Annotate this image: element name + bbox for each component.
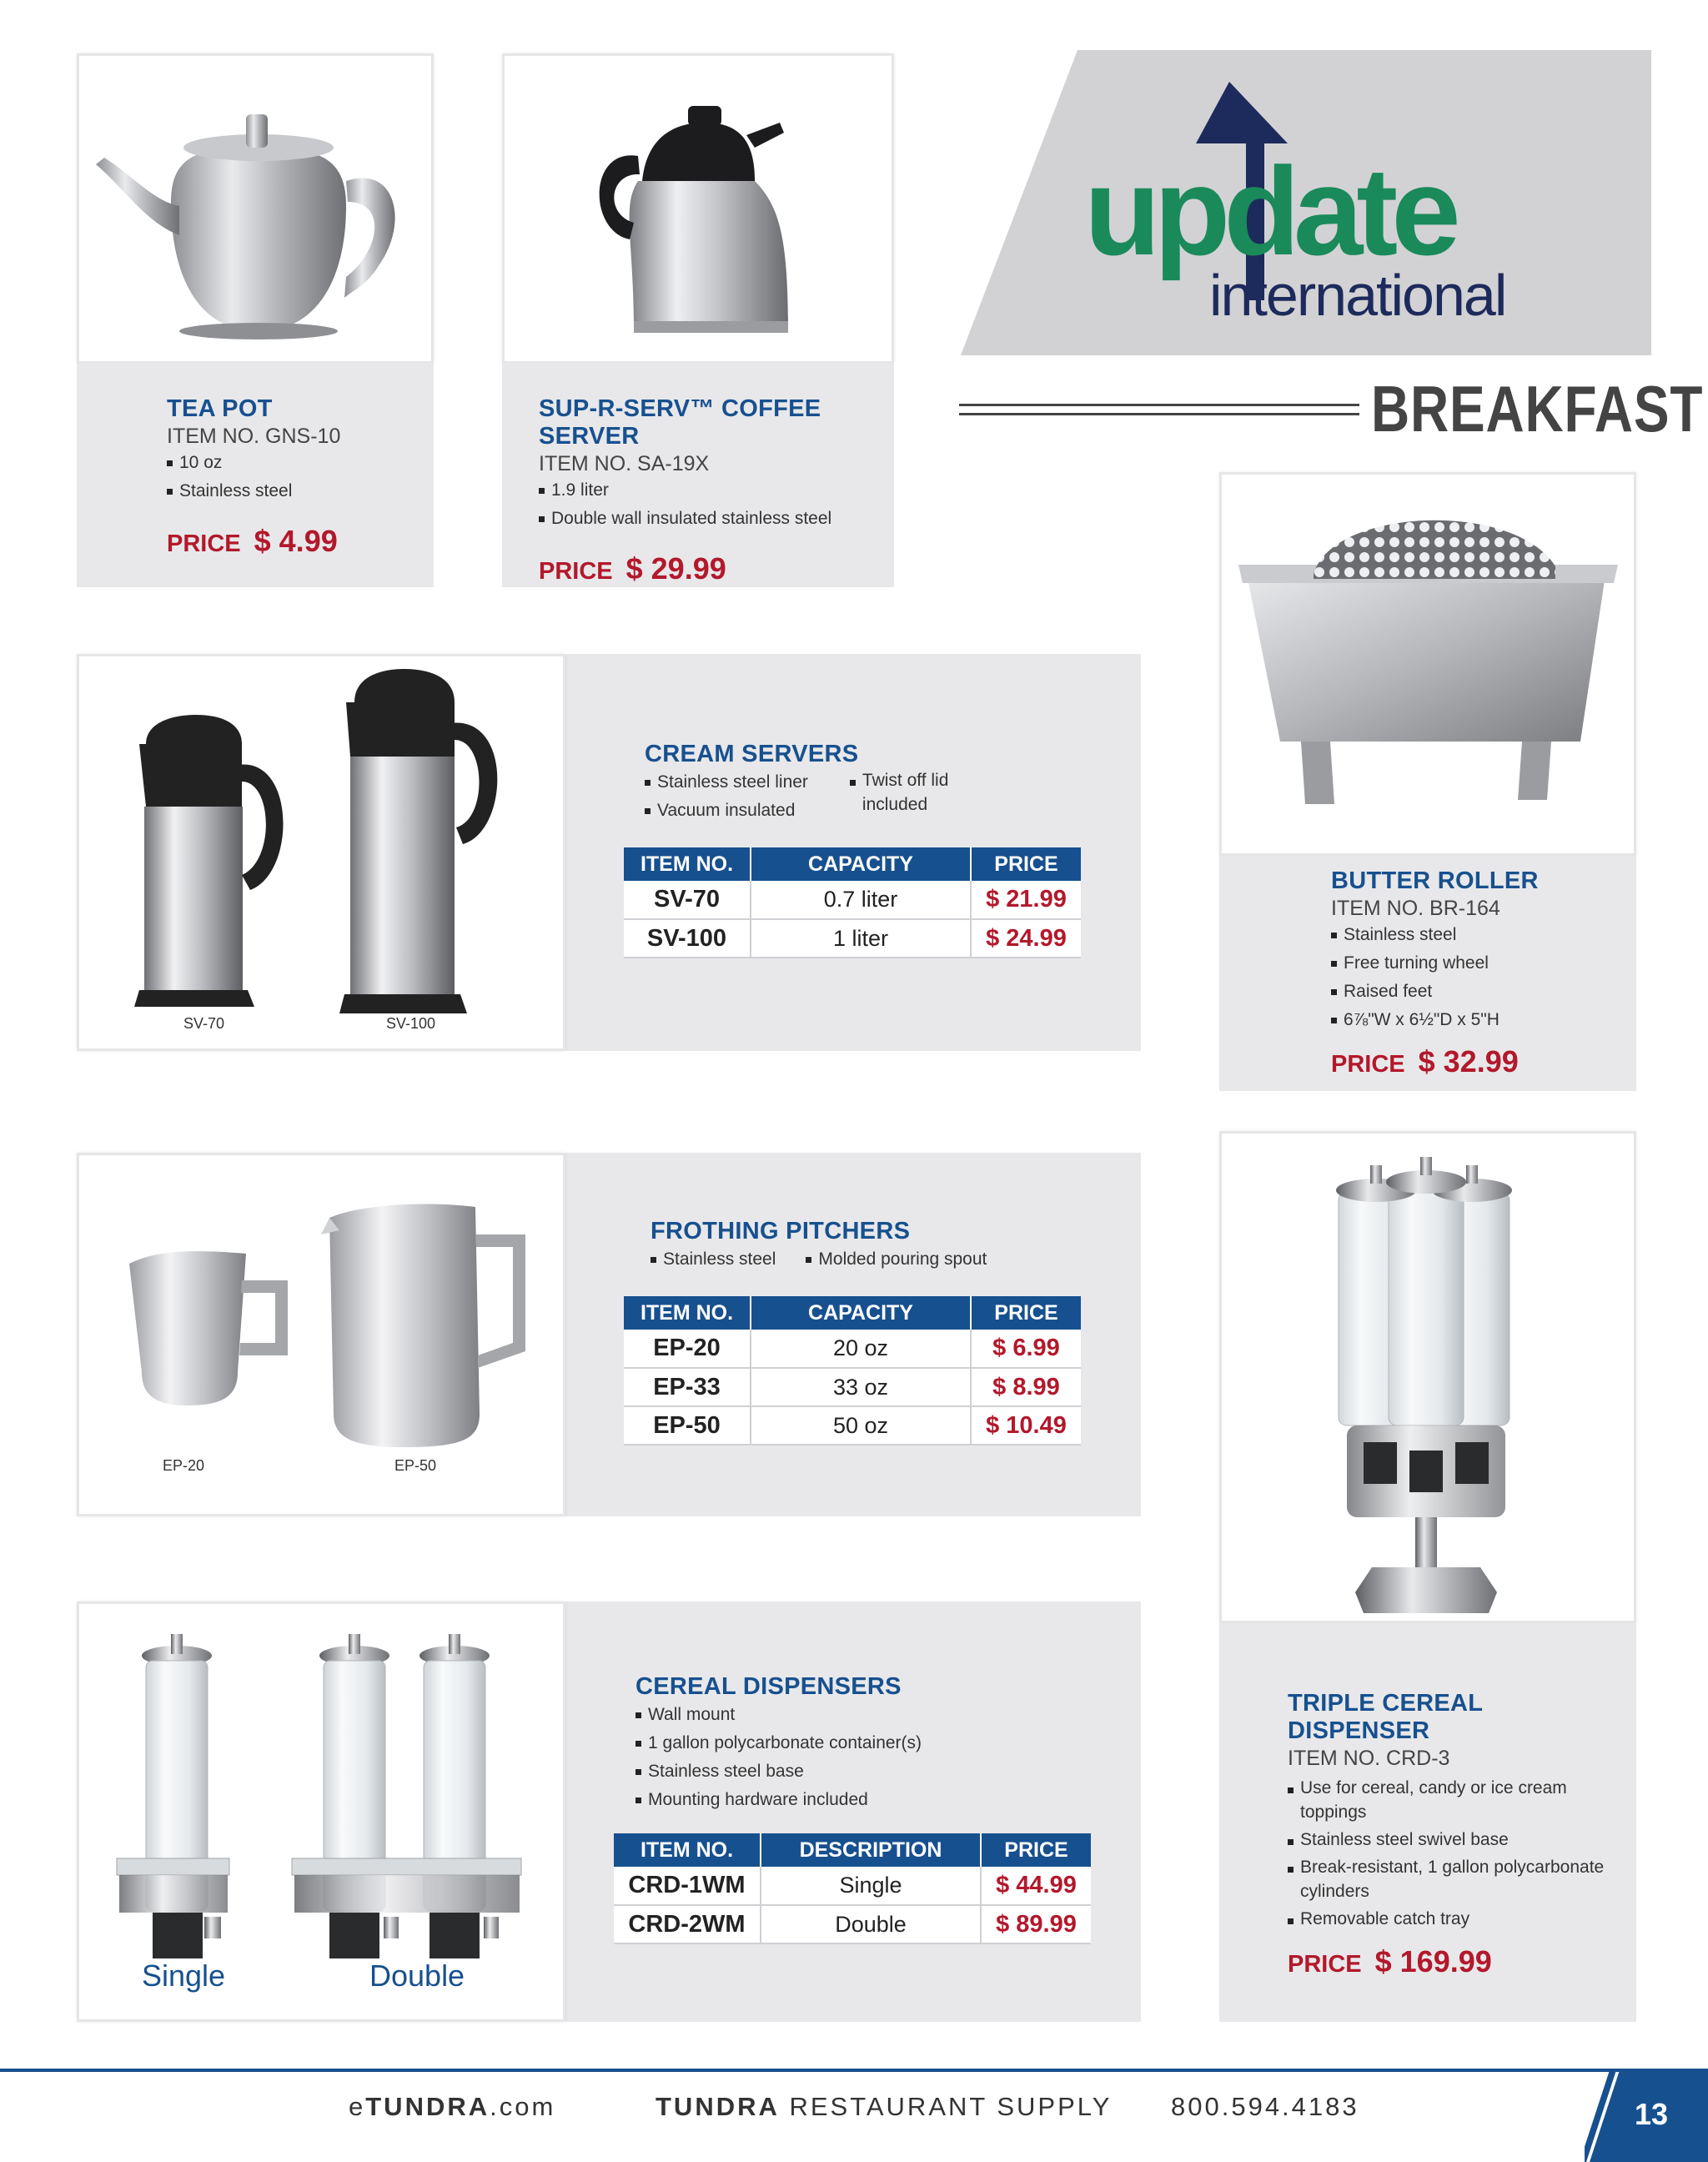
column-header: DESCRIPTION bbox=[761, 1833, 981, 1867]
feature: 1.9 liter bbox=[539, 476, 889, 505]
column-header: CAPACITY bbox=[751, 1296, 971, 1330]
frothing-pitchers-features-right bbox=[806, 1245, 987, 1274]
butter-roller-price-line bbox=[1331, 1044, 1623, 1079]
coffee-server-image bbox=[502, 53, 894, 364]
feature: Stainless steel bbox=[651, 1245, 776, 1274]
capacity: 33 oz bbox=[751, 1368, 971, 1406]
triple-cereal-image bbox=[1219, 1131, 1636, 1623]
page-number: 13 bbox=[1635, 2097, 1669, 2131]
cereal-dispenser-caption: Double bbox=[369, 1958, 465, 1993]
triple-cereal-title: TRIPLE CEREAL DISPENSER bbox=[1288, 1690, 1483, 1744]
price-label: PRICE bbox=[1331, 1051, 1405, 1078]
feature: Double wall insulated stainless steel bbox=[539, 505, 889, 533]
cream-servers-info bbox=[645, 741, 1112, 825]
feature: Molded pouring spout bbox=[806, 1245, 987, 1274]
feature: Stainless steel swivel base bbox=[1288, 1828, 1621, 1852]
cereal-dispensers-info bbox=[635, 1673, 1103, 1814]
feature: Raised feet bbox=[1331, 978, 1623, 1006]
company-rest: RESTAURANT SUPPLY bbox=[779, 2092, 1113, 2121]
feature: Removable catch tray bbox=[1288, 1907, 1621, 1931]
feature: Vacuum insulated bbox=[645, 797, 808, 825]
coffee-server-panel bbox=[502, 364, 894, 587]
section-title: BREAKFAST bbox=[1371, 372, 1704, 445]
feature: 10 oz bbox=[167, 449, 425, 477]
item-number: CRD-1WM bbox=[614, 1867, 761, 1905]
frothing-pitcher-caption: EP-20 bbox=[163, 1457, 205, 1474]
feature: Stainless steel base bbox=[635, 1757, 1103, 1786]
website-prefix: e bbox=[349, 2092, 366, 2121]
cream-servers-features-right bbox=[850, 768, 967, 825]
frothing-pitchers-table bbox=[624, 1296, 1081, 1446]
table-row bbox=[624, 1330, 1081, 1368]
logo-top-text: update bbox=[1084, 141, 1454, 281]
cereal-dispensers-table bbox=[614, 1833, 1091, 1944]
coffee-server-price: $ 29.99 bbox=[625, 551, 726, 586]
column-header: PRICE bbox=[981, 1833, 1091, 1867]
cream-server-caption: SV-100 bbox=[386, 1015, 436, 1032]
price: $ 10.49 bbox=[971, 1406, 1081, 1445]
double-dispenser-icon bbox=[292, 1634, 521, 1958]
price: $ 44.99 bbox=[981, 1867, 1091, 1905]
item-number: SV-70 bbox=[624, 881, 751, 919]
feature: Stainless steel bbox=[1331, 921, 1623, 949]
cereal-dispensers-image bbox=[77, 1601, 565, 2022]
table-row bbox=[624, 1406, 1081, 1445]
feature: 6⅞"W x 6½"D x 5"H bbox=[1331, 1006, 1623, 1034]
frothing-pitchers-info bbox=[651, 1218, 1118, 1274]
tea-pot-price: $ 4.99 bbox=[254, 524, 338, 558]
item-number: EP-50 bbox=[624, 1406, 751, 1445]
footer-website[interactable] bbox=[349, 2092, 555, 2122]
coffee-server-item-no: ITEM NO. SA-19X bbox=[539, 452, 710, 475]
tea-pot-panel bbox=[77, 364, 434, 587]
triple-cereal-item-no: ITEM NO. CRD-3 bbox=[1288, 1747, 1450, 1770]
section-rule bbox=[959, 404, 1359, 415]
price: $ 24.99 bbox=[971, 919, 1081, 958]
cereal-dispensers-features bbox=[635, 1701, 1103, 1814]
item-number: EP-20 bbox=[624, 1330, 751, 1368]
triple-cereal-panel bbox=[1219, 1623, 1636, 2022]
description: Single bbox=[761, 1867, 981, 1905]
company-bold: TUNDRA bbox=[656, 2092, 780, 2121]
coffee-server-features bbox=[539, 476, 889, 533]
capacity: 0.7 liter bbox=[751, 881, 971, 919]
tea-pot-title: TEA POT bbox=[167, 395, 273, 422]
table-row bbox=[624, 1368, 1081, 1406]
column-header: PRICE bbox=[971, 847, 1081, 881]
frothing-pitchers-features-left bbox=[651, 1245, 776, 1274]
footer-company bbox=[656, 2092, 1112, 2122]
table-row bbox=[624, 881, 1081, 919]
cream-servers-title: CREAM SERVERS bbox=[645, 741, 859, 767]
tea-pot-features bbox=[167, 449, 425, 505]
single-dispenser-icon bbox=[117, 1634, 229, 1958]
cream-servers-features-left bbox=[645, 768, 808, 825]
table-row bbox=[614, 1867, 1091, 1905]
item-number: CRD-2WM bbox=[614, 1905, 761, 1943]
website-suffix: .com bbox=[490, 2092, 556, 2121]
feature: Twist off lid included bbox=[850, 768, 967, 817]
table-row bbox=[614, 1905, 1091, 1943]
feature: Break-resistant, 1 gallon polycarbonate cylinders bbox=[1288, 1855, 1621, 1903]
cream-server-caption: SV-70 bbox=[183, 1015, 225, 1032]
website-brand: TUNDRA bbox=[365, 2092, 490, 2121]
price: $ 8.99 bbox=[971, 1368, 1081, 1406]
tea-pot-item-no: ITEM NO. GNS-10 bbox=[167, 425, 341, 448]
column-header: ITEM NO. bbox=[614, 1833, 761, 1867]
butter-roller-panel bbox=[1219, 856, 1636, 1091]
butter-roller-price: $ 32.99 bbox=[1418, 1044, 1519, 1078]
item-number: SV-100 bbox=[624, 919, 751, 958]
feature: Stainless steel liner bbox=[645, 768, 808, 797]
column-header: CAPACITY bbox=[751, 847, 971, 881]
cereal-dispenser-caption: Single bbox=[142, 1958, 226, 1993]
butter-roller-item-no: ITEM NO. BR-164 bbox=[1331, 897, 1500, 920]
table-header-row bbox=[614, 1833, 1091, 1867]
tea-pot-image bbox=[77, 53, 434, 364]
cream-servers-table bbox=[624, 847, 1081, 958]
feature: Stainless steel bbox=[167, 477, 425, 505]
cream-servers-image bbox=[77, 654, 565, 1051]
brand-banner bbox=[961, 50, 1651, 355]
feature: Use for cereal, candy or ice cream toppings bbox=[1288, 1776, 1621, 1824]
capacity: 1 liter bbox=[751, 919, 971, 958]
frothing-pitchers-image bbox=[77, 1153, 565, 1516]
tea-pot-price-line bbox=[167, 524, 425, 559]
item-number: EP-33 bbox=[624, 1368, 751, 1406]
table-header-row bbox=[624, 1296, 1081, 1330]
triple-cereal-price: $ 169.99 bbox=[1374, 1944, 1492, 1978]
footer-phone[interactable]: 800.594.4183 bbox=[1171, 2092, 1359, 2121]
table-row bbox=[624, 919, 1081, 958]
triple-cereal-features bbox=[1288, 1776, 1621, 1931]
price: $ 21.99 bbox=[971, 881, 1081, 919]
butter-roller-image bbox=[1219, 472, 1636, 856]
price-label: PRICE bbox=[1288, 1951, 1362, 1978]
description: Double bbox=[761, 1905, 981, 1943]
capacity: 20 oz bbox=[751, 1330, 971, 1368]
butter-roller-features bbox=[1331, 921, 1623, 1034]
coffee-server-title: SUP-R-SERV™ COFFEE SERVER bbox=[539, 395, 821, 450]
frothing-pitchers-title: FROTHING PITCHERS bbox=[651, 1218, 911, 1244]
feature: Free turning wheel bbox=[1331, 949, 1623, 978]
logo-bottom-text: international bbox=[1209, 263, 1506, 328]
price: $ 89.99 bbox=[981, 1905, 1091, 1943]
frothing-pitcher-caption: EP-50 bbox=[394, 1457, 437, 1474]
feature: Wall mount bbox=[635, 1701, 1103, 1729]
footer-rule bbox=[0, 2069, 1708, 2072]
table-header-row bbox=[624, 847, 1081, 881]
column-header: ITEM NO. bbox=[624, 1296, 751, 1330]
coffee-server-price-line bbox=[539, 551, 889, 586]
column-header: PRICE bbox=[971, 1296, 1081, 1330]
price-label: PRICE bbox=[167, 530, 241, 557]
capacity: 50 oz bbox=[751, 1406, 971, 1445]
column-header: ITEM NO. bbox=[624, 847, 751, 881]
price-label: PRICE bbox=[539, 558, 613, 585]
price: $ 6.99 bbox=[971, 1330, 1081, 1368]
butter-roller-title: BUTTER ROLLER bbox=[1331, 867, 1539, 894]
feature: Mounting hardware included bbox=[635, 1786, 1103, 1814]
triple-cereal-price-line bbox=[1288, 1944, 1621, 1979]
cereal-dispensers-title: CEREAL DISPENSERS bbox=[635, 1673, 902, 1700]
feature: 1 gallon polycarbonate container(s) bbox=[635, 1729, 1103, 1757]
